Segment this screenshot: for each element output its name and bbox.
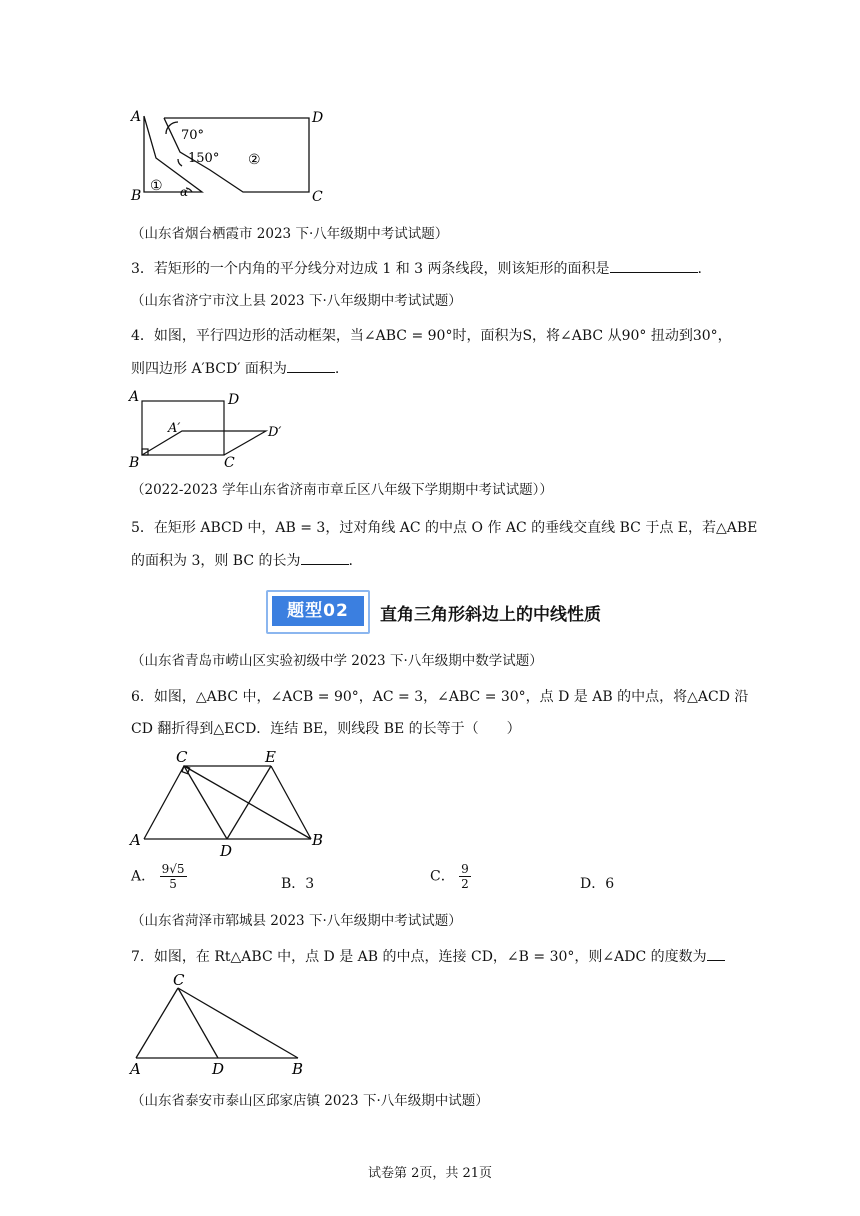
label-C: C	[312, 189, 323, 204]
answer-blank	[287, 358, 335, 373]
figure-rectangle-strip	[128, 104, 328, 204]
source-note: （山东省烟台栖霞市 2023 下·八年级期中考试试题）	[131, 226, 449, 242]
label-C: C	[224, 455, 235, 471]
label-D: D	[312, 110, 324, 126]
option-a-fraction: $\frac{9√5}{5}$	[161, 862, 185, 891]
label-B: B	[131, 188, 142, 204]
question-3: 3．若矩形的一个内角的平分线分对边成 1 和 3 两条线段，则该矩形的面积是 .	[131, 258, 702, 279]
angle-70-label: 70°	[181, 128, 205, 143]
answer-blank	[610, 258, 698, 273]
source-note: （山东省菏泽市郓城县 2023 下·八年级期中考试试题）	[131, 913, 462, 929]
source-note: （山东省济宁市汶上县 2023 下·八年级期中考试试题）	[131, 293, 462, 309]
question-4-line2: 则四边形 A′BCD′ 面积为 .	[131, 358, 339, 379]
question-7: 7．如图，在 Rt△ABC 中，点 D 是 AB 的中点，连接 CD，∠B = 30°，则∠ADC 的度数为	[131, 946, 725, 967]
option-a[interactable]: A． $\frac{9√5}{5}$	[131, 862, 185, 891]
question-5-line1: 5．在矩形 ABCD 中，AB = 3，过对角线 AC 的中点 O 作 AC 的垂线交直线 BC 于点 E，若△ABE	[131, 520, 758, 536]
page-footer: 试卷第 2页，共 21页	[367, 1166, 493, 1181]
angle-150-label: 150°	[188, 151, 220, 166]
option-c[interactable]: C． $\frac{9}{2}$	[430, 862, 469, 891]
alpha-label: α	[180, 185, 189, 199]
question-4-line1: 4．如图，平行四边形的活动框架，当∠ABC = 90°时，面积为S，将∠ABC 从90° 扭动到30°，	[131, 328, 732, 344]
figure-right-triangle-median	[126, 970, 316, 1080]
option-d[interactable]: D．6	[580, 876, 615, 892]
label-D: D	[212, 1060, 225, 1078]
answer-blank	[707, 946, 725, 961]
label-D: D	[220, 842, 233, 859]
figure-folded-triangle	[126, 744, 331, 859]
label-A: A	[129, 389, 140, 405]
label-B: B	[129, 455, 140, 471]
source-note: （2022-2023 学年山东省济南市章丘区八年级下学期期中考试试题））	[131, 482, 553, 498]
section-badge-text: 题型02	[272, 596, 364, 626]
label-D: D	[228, 392, 240, 408]
label-A-prime: A′	[168, 421, 181, 436]
question-6-line2: CD 翻折得到△ECD．连结 BE，则线段 BE 的长等于（ ）	[131, 721, 521, 737]
label-C: C	[176, 748, 188, 766]
figure-parallelogram-frame	[126, 385, 296, 475]
region-1-label: ①	[150, 178, 163, 194]
option-c-fraction: $\frac{9}{2}$	[461, 862, 469, 891]
label-C: C	[173, 971, 185, 989]
label-E: E	[265, 748, 276, 766]
question-5-line2: 的面积为 3，则 BC 的长为 .	[131, 550, 353, 571]
label-A: A	[130, 1060, 141, 1078]
question-6-line1: 6．如图，△ABC 中，∠ACB = 90°，AC = 3，∠ABC = 30°，点 D 是 AB 的中点，将△ACD 沿	[131, 689, 749, 705]
label-A: A	[131, 109, 142, 125]
source-note: （山东省泰安市泰山区邱家店镇 2023 下·八年级期中试题）	[131, 1093, 489, 1109]
label-A: A	[130, 831, 141, 849]
source-note: （山东省青岛市崂山区实验初级中学 2023 下·八年级期中数学试题）	[131, 653, 543, 669]
section-title: 直角三角形斜边上的中线性质	[380, 605, 601, 625]
label-B: B	[292, 1060, 304, 1078]
region-2-label: ②	[248, 152, 261, 168]
option-b[interactable]: B．3	[281, 876, 315, 892]
label-B: B	[312, 831, 324, 849]
answer-blank	[301, 550, 349, 565]
label-D-prime: D′	[268, 425, 282, 440]
section-badge	[266, 590, 370, 632]
